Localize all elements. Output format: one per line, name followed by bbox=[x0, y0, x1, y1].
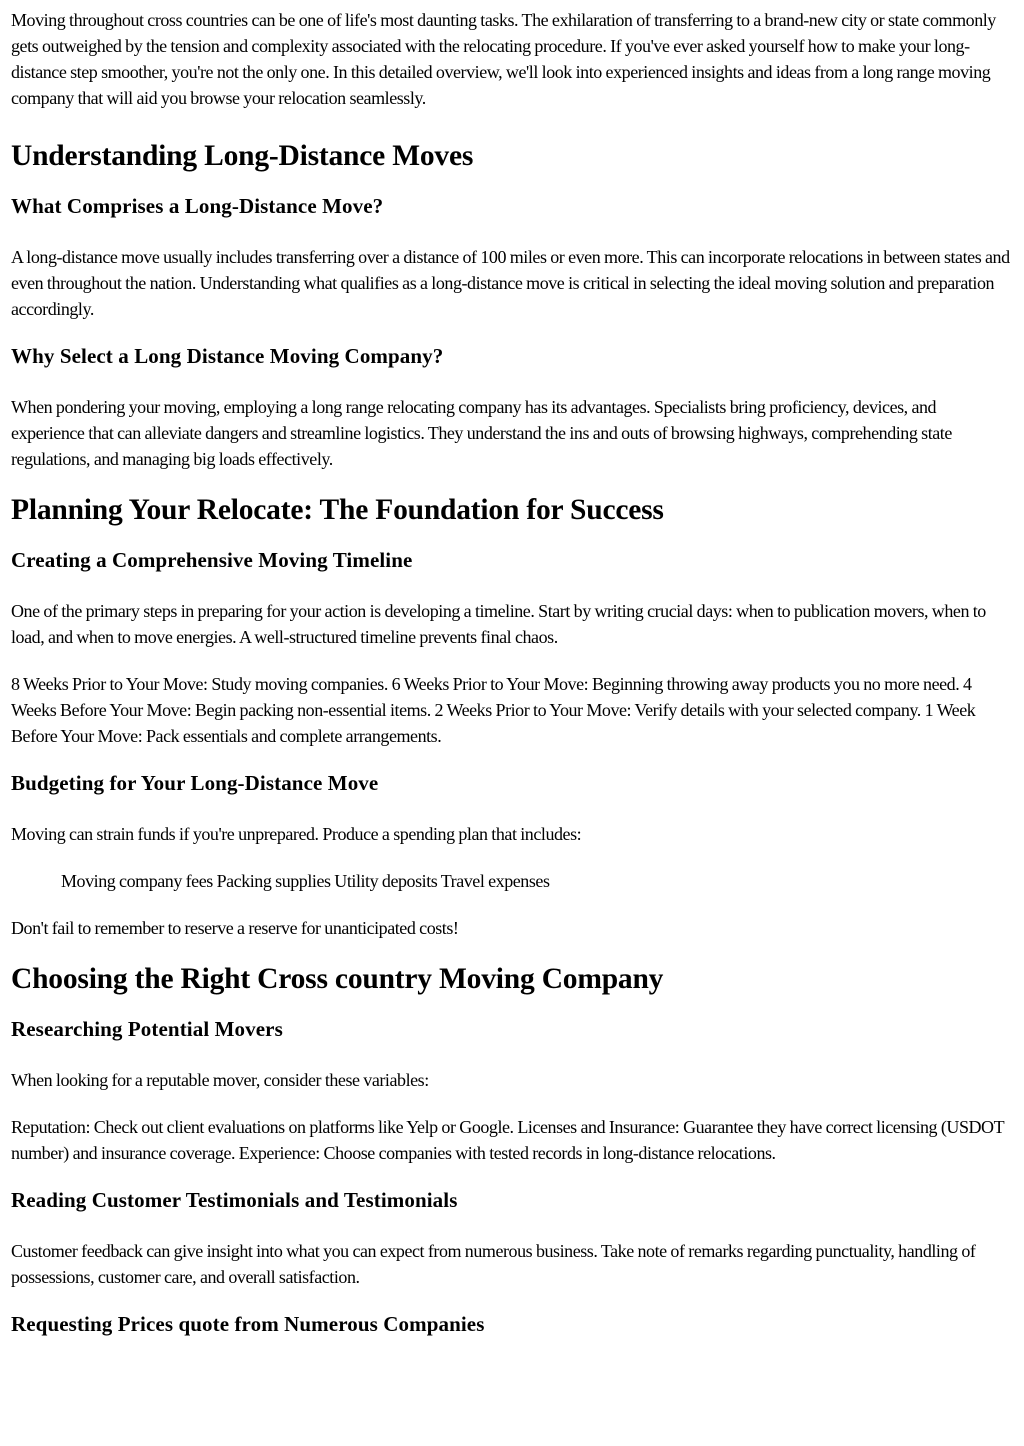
paragraph-researching: When looking for a reputable mover, consider these variables: bbox=[11, 1070, 429, 1090]
subheading-what-comprises: What Comprises a Long-Distance Move? bbox=[11, 194, 384, 218]
intro-paragraph: Moving throughout cross countries can be one of life's most daunting tasks. The exhilaration of transferring to a brand-new city or state commonly gets outweighed by the tension and complexity associated with the relocating procedure. If you've ever asked yourself how to make your long-distance step smoother, you're not the only one. In this detailed overview, we'll look into experienced insights and ideas from a long range moving company that will aid you browse your relocation seamlessly. bbox=[11, 10, 996, 108]
paragraph-why-select: When pondering your moving, employing a long range relocating company has its advantages. Specialists bring proficiency, devices, and experience that can alleviate dangers and streamline logistics. They understand the ins and outs of browsing highways, comprehending state regulations, and managing big loads effectively. bbox=[11, 397, 952, 469]
paragraph-timeline: One of the primary steps in preparing for your action is developing a timeline. Start by writing crucial days: when to publication movers, when to load, and when to move energies. A well-structured timeline prevents final chaos. bbox=[11, 601, 986, 647]
section-heading-choosing: Choosing the Right Cross country Moving Company bbox=[11, 963, 664, 995]
subheading-why-select: Why Select a Long Distance Moving Company? bbox=[11, 344, 444, 368]
paragraph-testimonials: Customer feedback can give insight into what you can expect from numerous business. Take note of remarks regarding punctuality, handling of possessions, customer care, and overall satisfaction. bbox=[11, 1241, 976, 1287]
paragraph-timeline-steps: 8 Weeks Prior to Your Move: Study moving companies. 6 Weeks Prior to Your Move: Beginning throwing away products you no more need. 4 Weeks Before Your Move: Begin packing non-essential items. 2 Weeks Prior to Your Move: Verify details with your selected company. 1 Week Before Your Move: Pack essentials and complete arrangements. bbox=[11, 674, 976, 746]
budget-items-list: Moving company fees Packing supplies Utility deposits Travel expenses bbox=[61, 871, 550, 891]
paragraph-what-comprises: A long-distance move usually includes transferring over a distance of 100 miles or even more. This can incorporate relocations in between states and even throughout the nation. Understanding what qualifies as a long-distance move is critical in selecting the ideal moving solution and preparation accordingly. bbox=[11, 247, 1010, 319]
paragraph-budgeting: Moving can strain funds if you're unprepared. Produce a spending plan that includes: bbox=[11, 824, 582, 844]
section-heading-planning: Planning Your Relocate: The Foundation for Success bbox=[11, 494, 664, 526]
subheading-budgeting: Budgeting for Your Long-Distance Move bbox=[11, 771, 379, 795]
subheading-testimonials: Reading Customer Testimonials and Testimonials bbox=[11, 1188, 458, 1212]
paragraph-reserve-note: Don't fail to remember to reserve a reserve for unanticipated costs! bbox=[11, 918, 459, 938]
subheading-requesting-quotes: Requesting Prices quote from Numerous Companies bbox=[11, 1312, 485, 1336]
subheading-researching: Researching Potential Movers bbox=[11, 1017, 283, 1041]
paragraph-mover-factors: Reputation: Check out client evaluations on platforms like Yelp or Google. Licenses and Insurance: Guarantee they have correct licensing (USDOT number) and insurance coverage. Experience: Choose companies with tested records in long-distance relocations. bbox=[11, 1117, 1004, 1163]
section-heading-understanding: Understanding Long-Distance Moves bbox=[11, 140, 474, 172]
subheading-timeline: Creating a Comprehensive Moving Timeline bbox=[11, 548, 413, 572]
